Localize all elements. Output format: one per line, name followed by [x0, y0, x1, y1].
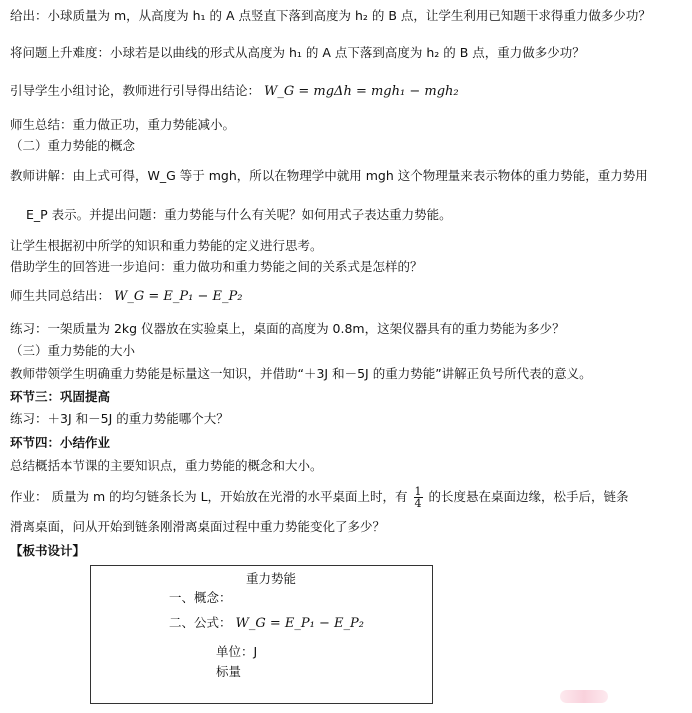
follow-up-question: 借助学生的回答进一步追问：重力做功和重力势能之间的关系式是怎样的？ [10, 259, 423, 274]
board-title: 重力势能 [246, 571, 297, 586]
board-formula-line [169, 613, 364, 631]
homework-line [10, 486, 629, 509]
section-four-heading: 环节四：小结作业 [10, 435, 111, 450]
board-formula-label: 二、公式： [169, 615, 232, 630]
section-three-heading: 环节三：巩固提高 [10, 389, 111, 404]
homework-text-b: 的长度悬在桌面边缘，松手后，链条 [428, 489, 629, 504]
joint-summary-line [10, 288, 242, 305]
section-magnitude-heading: （三）重力势能的大小 [10, 343, 136, 358]
ep-notation: E_P 表示。并提出问题：重力势能与什么有关呢？如何用式子表达重力势能。 [26, 207, 452, 222]
scalar-explain: 教师带领学生明确重力势能是标量这一知识，并借助“＋3J 和－5J 的重力势能”讲解正负号所代表的意义。 [10, 366, 592, 381]
board-design-heading: 【板书设计】 [10, 543, 86, 558]
work-formula: W_G = mgΔh = mgh₁ − mgh₂ [264, 84, 459, 99]
quarter-fraction: $\frac{1}{4}$ [414, 485, 422, 510]
conclusion-text: 引导学生小组讨论，教师进行引导得出结论： [10, 83, 261, 98]
board-concept: 一、概念： [169, 590, 232, 605]
homework-text-a: 作业： 质量为 m 的均匀链条长为 L，开始放在光滑的水平桌面上时，有 [10, 489, 408, 504]
harder-question: 将问题上升难度：小球若是以曲线的形式从高度为 h₁ 的 A 点下落到高度为 h₂ 的 B 点，重力做多少功？ [10, 45, 585, 60]
board-formula: W_G = E_P₁ − E_P₂ [235, 616, 364, 631]
conclusion-line [10, 83, 459, 100]
student-think: 让学生根据初中所学的知识和重力势能的定义进行思考。 [10, 238, 323, 253]
homework-question: 滑离桌面，问从开始到链条刚滑离桌面过程中重力势能变化了多少？ [10, 519, 386, 534]
joint-summary-text: 师生共同总结出： [10, 288, 111, 303]
watermark-mark [560, 690, 608, 703]
exercise-2: 练习：＋3J 和－5J 的重力势能哪个大？ [10, 411, 229, 426]
recap-text: 总结概括本节课的主要知识点，重力势能的概念和大小。 [10, 458, 323, 473]
board-unit: 单位：J [216, 644, 258, 659]
board-scalar: 标量 [216, 664, 242, 679]
teacher-explain: 教师讲解：由上式可得，W_G 等于 mgh，所以在物理学中就用 mgh 这个物理量来表示物体的重力势能，重力势用 [10, 168, 648, 183]
section-concept-heading: （二）重力势能的概念 [10, 138, 136, 153]
exercise-1: 练习：一架质量为 2kg 仪器放在实验桌上，桌面的高度为 0.8m，这架仪器具有的重力势能为多少？ [10, 321, 565, 336]
energy-formula: W_G = E_P₁ − E_P₂ [114, 289, 243, 304]
summary-text: 师生总结：重力做正功，重力势能减小。 [10, 117, 236, 132]
given-text: 给出：小球质量为 m，从高度为 h₁ 的 A 点竖直下落到高度为 h₂ 的 B 点，让学生利用已知题干求得重力做多少功？ [10, 8, 651, 23]
blackboard-box [90, 565, 433, 704]
